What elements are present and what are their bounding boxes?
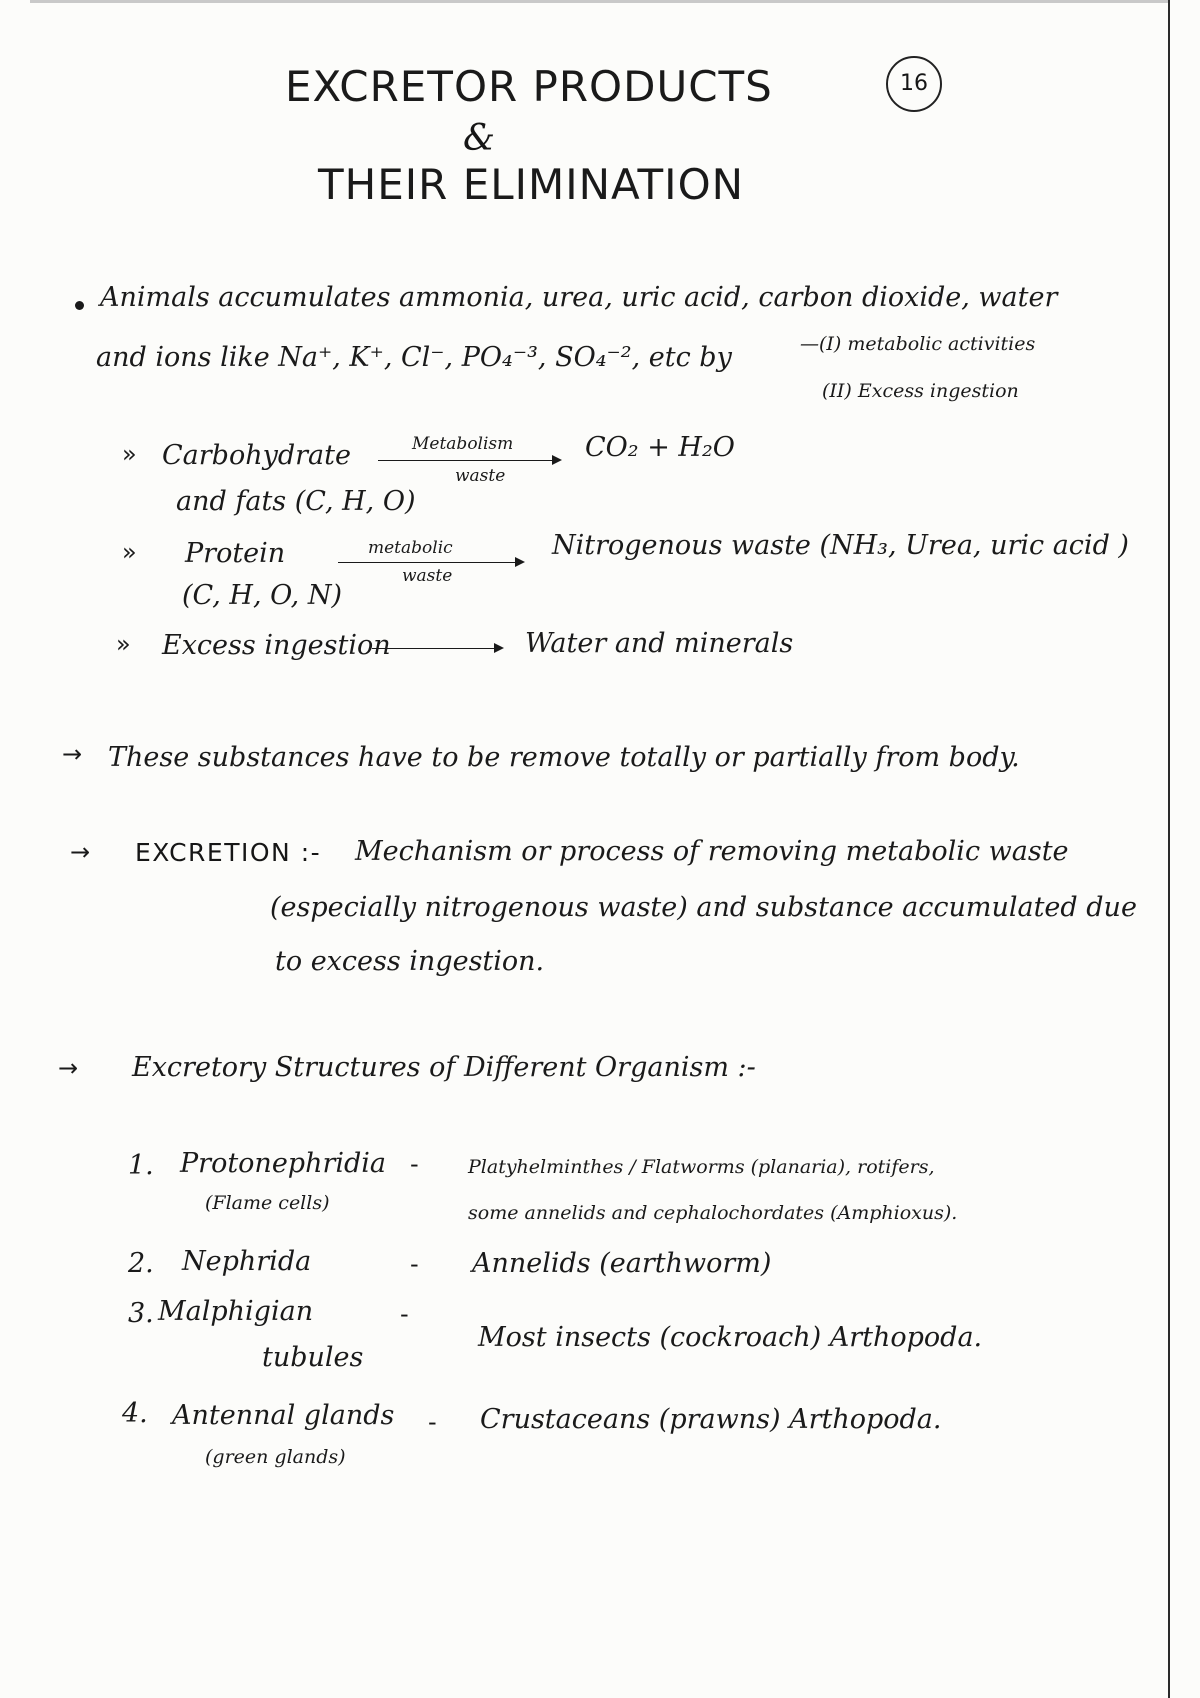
excretion-def-line1: Mechanism or process of removing metabolic waste <box>355 836 1069 867</box>
structure-item-number: 3. <box>128 1298 154 1329</box>
structure-item-desc-line2: some annelids and cephalochordates (Amphioxus). <box>468 1202 958 1224</box>
flow3-arrow-icon <box>372 648 502 649</box>
flow1-source-line1: Carbohydrate <box>162 440 351 471</box>
flow1-source-line2: and fats (C, H, O) <box>176 486 416 517</box>
intro-line2: and ions like Na⁺, K⁺, Cl⁻, PO₄⁻³, SO₄⁻², etc by <box>96 342 732 373</box>
flow3-source-line1: Excess ingestion <box>162 630 391 661</box>
structure-item-dash: - <box>410 1150 419 1178</box>
page-title-line2: THEIR ELIMINATION <box>318 160 745 209</box>
arrow-marker-icon: → <box>70 838 91 866</box>
structure-item-name: Malphigian <box>158 1296 314 1327</box>
structure-item-desc-line1: Platyhelminthes / Flatworms (planaria), rotifers, <box>468 1156 935 1178</box>
intro-cause-1: —(I) metabolic activities <box>800 333 1036 355</box>
excretion-def-line3: to excess ingestion. <box>275 946 545 977</box>
structure-item-number: 1. <box>128 1150 154 1181</box>
structure-item-number: 4. <box>122 1398 148 1429</box>
page-number-badge: 16 <box>886 56 942 112</box>
flow2-source-line1: Protein <box>185 538 286 569</box>
excretion-def-line2: (especially nitrogenous waste) and substance accumulated due <box>270 892 1137 923</box>
bullet-dot-icon <box>75 301 84 310</box>
flow1-arrow-label-top: Metabolism <box>412 434 514 454</box>
flow-marker-icon: » <box>122 440 137 468</box>
flow2-arrow-icon <box>338 562 523 563</box>
flow-marker-icon: » <box>116 630 131 658</box>
structure-item-dash: - <box>400 1300 409 1328</box>
page-title-line1: EXCRETOR PRODUCTS <box>285 62 773 111</box>
structure-item-desc-line1: Crustaceans (prawns) Arthopoda. <box>480 1404 942 1435</box>
structure-item-dash: - <box>428 1408 437 1436</box>
structure-item-name: Antennal glands <box>172 1400 395 1431</box>
title-ampersand: & <box>463 118 496 159</box>
excretion-term: EXCRETION :- <box>135 838 322 867</box>
flow2-result: Nitrogenous waste (NH₃, Urea, uric acid ) <box>552 530 1129 561</box>
arrow-marker-icon: → <box>58 1054 79 1082</box>
flow2-arrow-label-top: metabolic <box>368 538 453 558</box>
structure-item-number: 2. <box>128 1248 154 1279</box>
flow-marker-icon: » <box>122 538 137 566</box>
structures-heading: Excretory Structures of Different Organism :- <box>132 1052 756 1083</box>
structure-item-dash: - <box>410 1250 419 1278</box>
flow1-result: CO₂ + H₂O <box>585 432 735 463</box>
intro-cause-2: (II) Excess ingestion <box>822 380 1019 402</box>
flow1-arrow-icon <box>378 460 560 461</box>
flow1-arrow-label-bottom: waste <box>455 466 506 486</box>
structure-item-desc-line1: Annelids (earthworm) <box>472 1248 772 1279</box>
structure-item-name: Nephrida <box>182 1246 312 1277</box>
structure-item-name: Protonephridia <box>180 1148 387 1179</box>
structure-item-sub: (green glands) <box>205 1446 346 1468</box>
structure-item-sub: tubules <box>262 1342 364 1373</box>
flow2-source-line2: (C, H, O, N) <box>182 580 342 611</box>
removal-note-text: These substances have to be remove totally or partially from body. <box>108 742 1020 773</box>
structure-item-sub: (Flame cells) <box>205 1192 330 1214</box>
structure-item-desc-line1: Most insects (cockroach) Arthopoda. <box>478 1322 983 1353</box>
intro-line1: Animals accumulates ammonia, urea, uric acid, carbon dioxide, water <box>100 282 1058 313</box>
page-right-edge <box>1168 0 1170 1698</box>
page-top-edge <box>30 0 1170 3</box>
arrow-marker-icon: → <box>62 740 83 768</box>
flow2-arrow-label-bottom: waste <box>402 566 453 586</box>
flow3-result: Water and minerals <box>525 628 794 659</box>
